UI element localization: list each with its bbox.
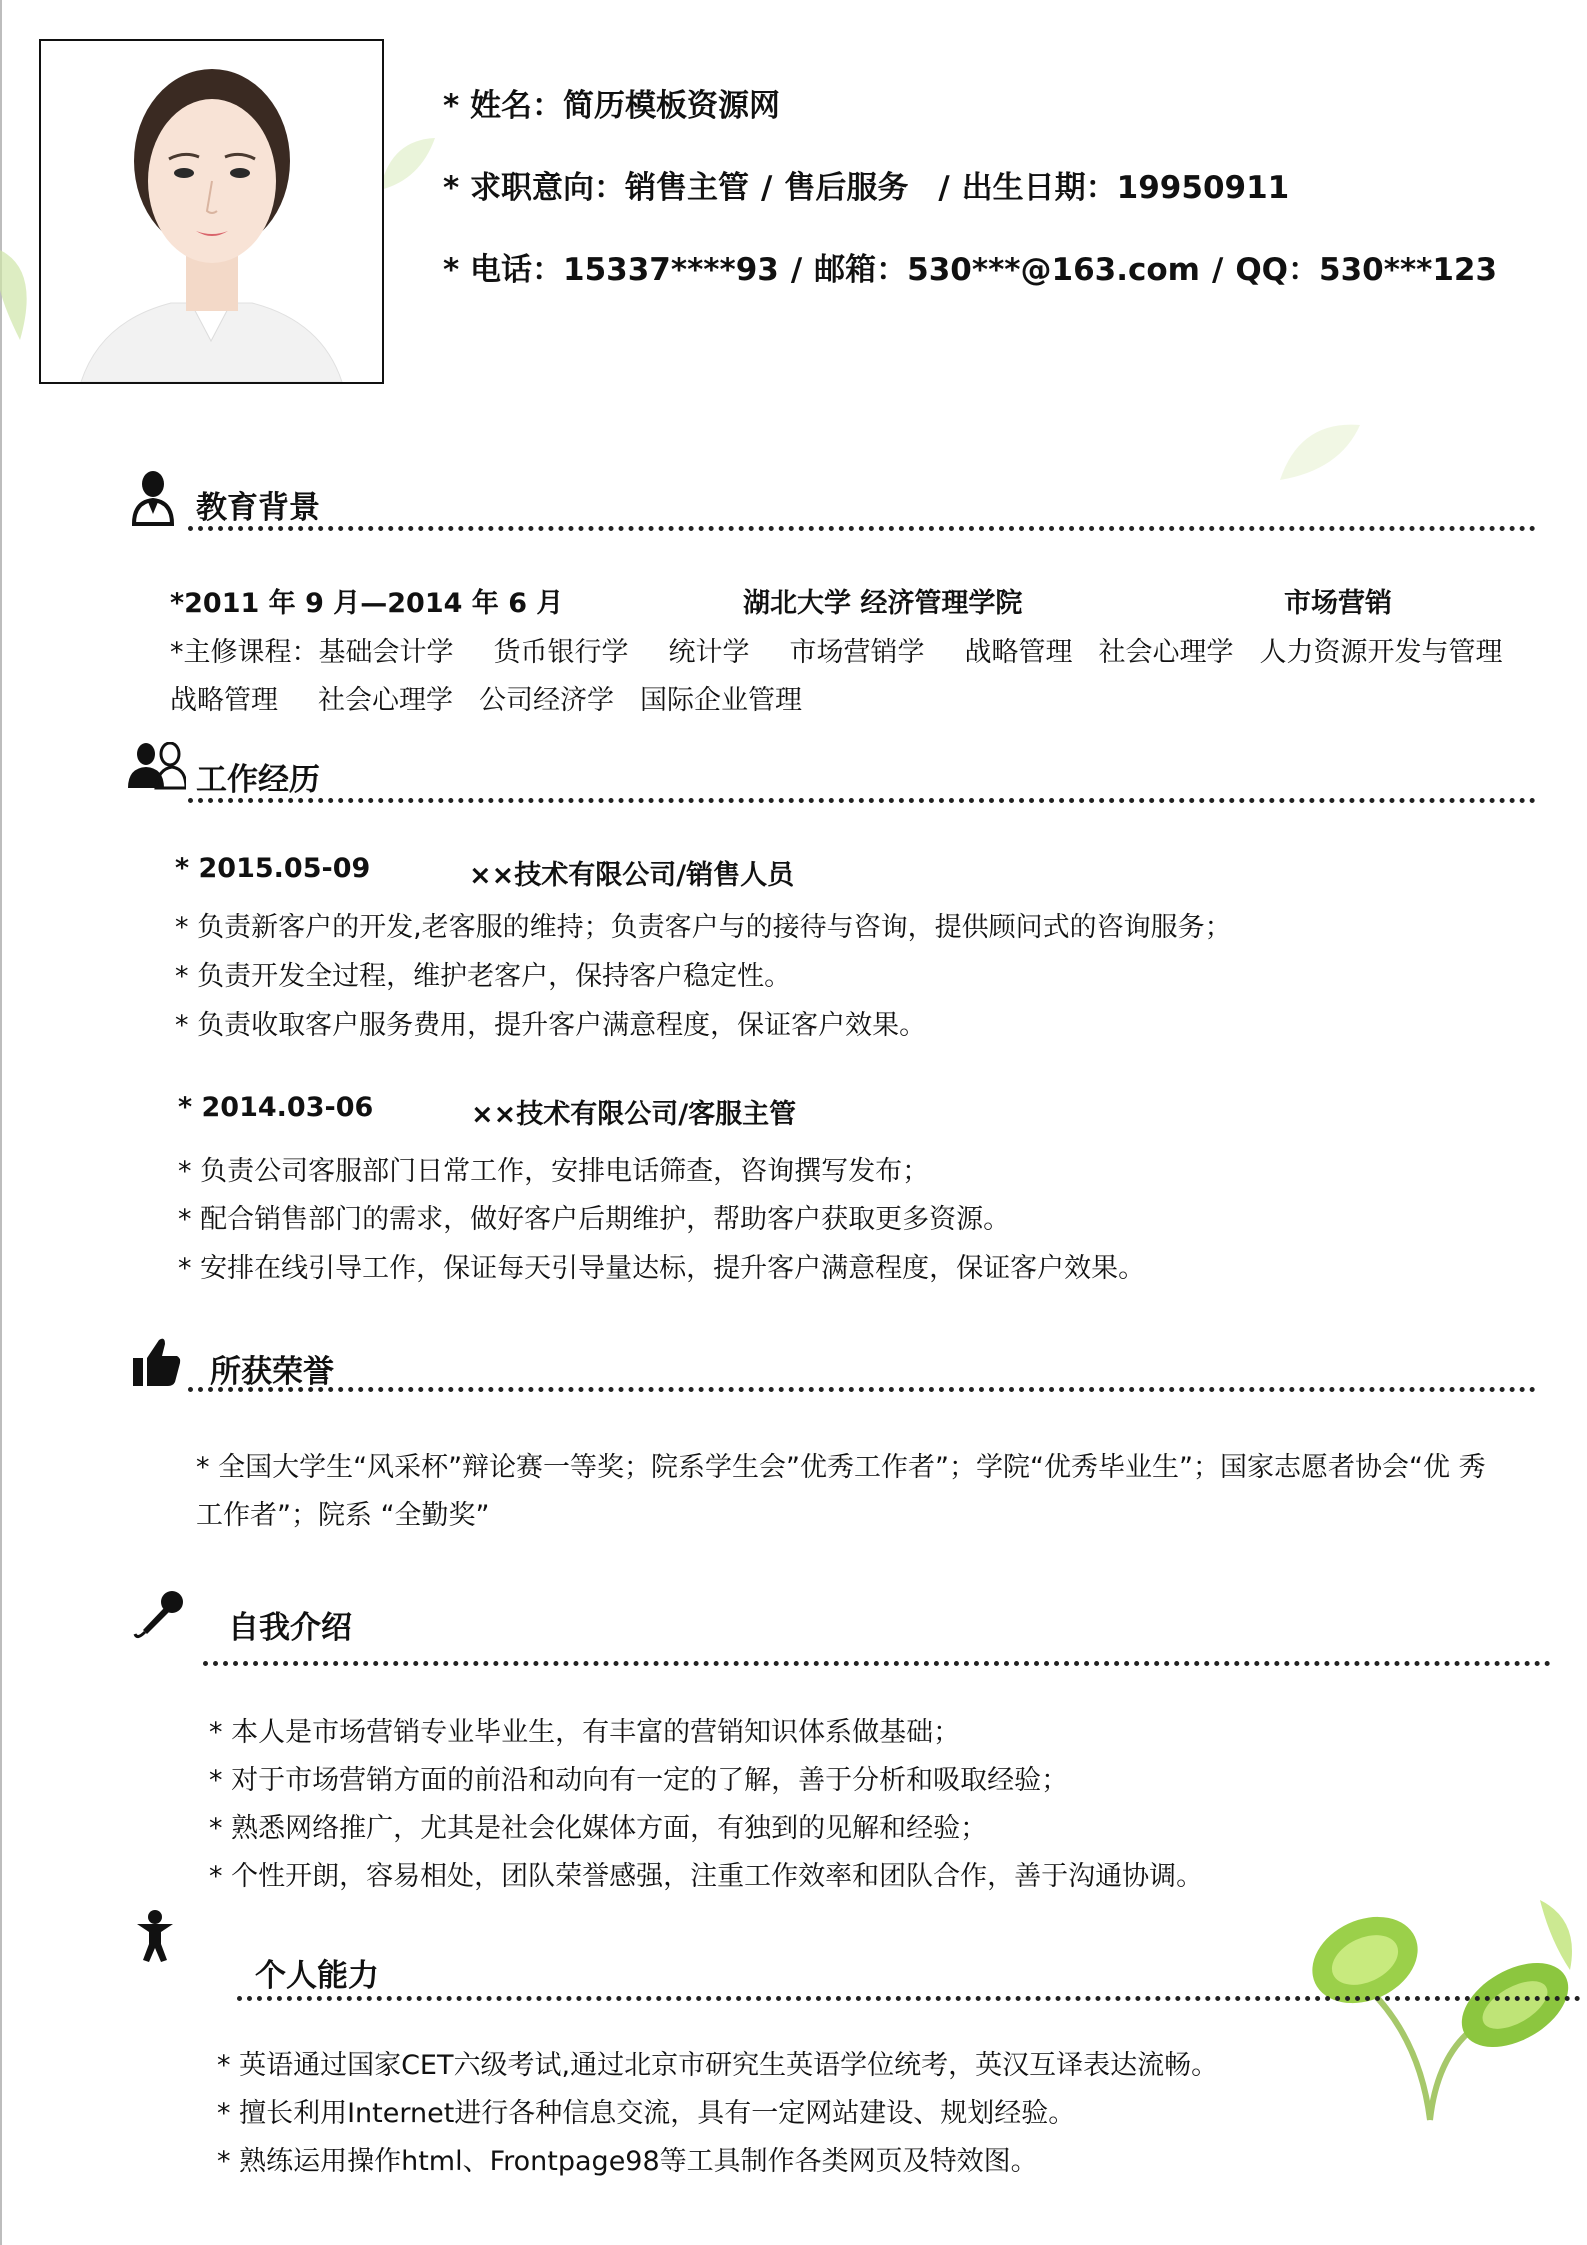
intent-label: * 求职意向：	[443, 170, 626, 206]
intro-title: 自我介绍	[228, 1610, 352, 1646]
ability-title: 个人能力	[255, 1958, 379, 1994]
courses-label: *主修课程：	[170, 637, 319, 668]
course-item: 基础会计学	[318, 637, 454, 668]
contact-line	[443, 244, 1497, 289]
intro-item: * 个性开朗，容易相处，团队荣誉感强，注重工作效率和团队合作，善于沟通协调。	[209, 1861, 1204, 1892]
qq: QQ：530***123	[1235, 252, 1498, 288]
course-item: 货币银行学	[493, 637, 629, 668]
phone: * 电话：15337****93	[443, 252, 779, 288]
sprout-decoration-icon	[1310, 1890, 1587, 2130]
slash: /	[938, 170, 950, 206]
course-item: 统计学	[668, 637, 750, 668]
honors-line-1: * 全国大学生“风采杯”辩论赛一等奖；院系学生会”优秀工作者”；学院“优秀毕业生”；国家志愿者协会“优 秀	[196, 1452, 1486, 1483]
course-item: 人力资源开发与管理	[1259, 637, 1503, 668]
intro-item: * 熟悉网络推广，尤其是社会化媒体方面，有独到的见解和经验；	[209, 1813, 988, 1844]
intent-1: 销售主管	[625, 170, 750, 206]
education-major: 市场营销	[1284, 588, 1392, 619]
course-item: 战略管理	[170, 685, 278, 716]
portrait-avatar-icon	[41, 41, 382, 382]
two-people-icon	[128, 742, 186, 790]
job-1-item: * 负责收取客户服务费用，提升客户满意程度，保证客户效果。	[175, 1010, 927, 1041]
intro-item: * 本人是市场营销专业毕业生，有丰富的营销知识体系做基础；	[209, 1717, 961, 1748]
person-icon	[130, 470, 176, 526]
intro-item: * 对于市场营销方面的前沿和动向有一定的了解，善于分析和吸取经验；	[209, 1765, 1069, 1796]
divider	[188, 1387, 1536, 1392]
leaf-decoration-icon	[1270, 410, 1370, 490]
intent-2: 售后服务	[784, 170, 909, 206]
course-item: 社会心理学	[318, 685, 453, 716]
job-2-item: * 负责公司客服部门日常工作，安排电话筛查，咨询撰写发布；	[178, 1156, 930, 1187]
intent-line	[443, 162, 1289, 207]
ability-item: * 擅长利用Internet进行各种信息交流，具有一定网站建设、规划经验。	[217, 2098, 1076, 2129]
divider	[203, 1661, 1551, 1666]
microphone-icon	[133, 1590, 185, 1642]
ability-item: * 英语通过国家CET六级考试,通过北京市研究生英语学位统考，英汉互译表达流畅。	[217, 2050, 1219, 2081]
job-1-company: ××技术有限公司/销售人员	[469, 860, 795, 891]
email: 邮箱：530***@163.com	[814, 252, 1200, 288]
slash: /	[1211, 252, 1224, 288]
course-item: 国际企业管理	[640, 685, 802, 716]
work-title: 工作经历	[196, 762, 320, 798]
profile-photo	[39, 39, 384, 384]
birth-date: 出生日期：19950911	[961, 170, 1290, 206]
thumbs-up-icon	[133, 1336, 181, 1388]
job-1-date: * 2015.05-09	[175, 853, 371, 884]
ability-item: * 熟练运用操作html、Frontpage98等工具制作各类网页及特效图。	[217, 2146, 1038, 2177]
job-2-item: * 配合销售部门的需求，做好客户后期维护，帮助客户获取更多资源。	[178, 1204, 1011, 1235]
slash: /	[761, 170, 773, 206]
honors-line-2: 工作者”；院系 “全勤奖”	[196, 1500, 490, 1531]
divider	[237, 1996, 1581, 2001]
courses-line-2	[170, 678, 802, 717]
job-2-company: ××技术有限公司/客服主管	[471, 1099, 797, 1130]
education-school: 湖北大学 经济管理学院	[743, 588, 1023, 619]
course-item: 市场营销学	[789, 637, 925, 668]
divider	[188, 526, 1536, 531]
course-item: 社会心理学	[1098, 637, 1234, 668]
job-2-date: * 2014.03-06	[178, 1092, 374, 1123]
course-item: 公司经济学	[479, 685, 614, 716]
job-2-item: * 安排在线引导工作，保证每天引导量达标，提升客户满意程度，保证客户效果。	[178, 1253, 1146, 1284]
education-period: *2011 年 9 月—2014 年 6 月	[170, 588, 564, 619]
honors-title: 所获荣誉	[210, 1354, 334, 1390]
slash: /	[790, 252, 803, 288]
job-1-item: * 负责新客户的开发,老客服的维持；负责客户与的接待与咨询，提供顾问式的咨询服务；	[175, 912, 1232, 943]
courses-line-1	[170, 630, 1503, 669]
standing-figure-icon	[135, 1910, 175, 1962]
job-1-item: * 负责开发全过程，维护老客户，保持客户稳定性。	[175, 961, 792, 992]
divider	[188, 798, 1536, 803]
course-item: 战略管理	[964, 637, 1073, 668]
name-line: * 姓名：简历模板资源网	[443, 88, 781, 124]
education-title: 教育背景	[196, 490, 320, 526]
